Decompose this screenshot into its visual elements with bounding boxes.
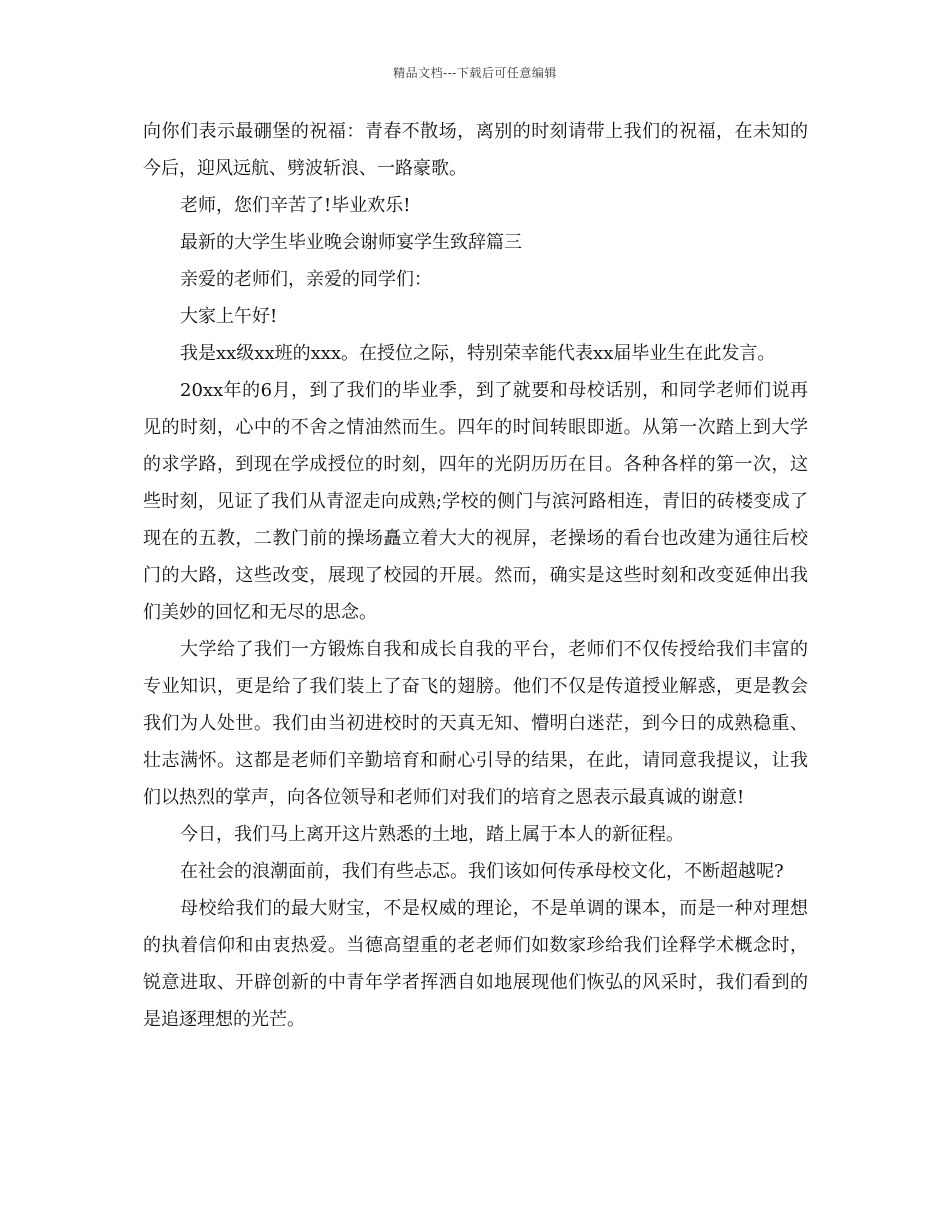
greeting: 大家上午好! [180, 306, 278, 327]
section-title: 最新的大学生毕业晚会谢师宴学生致辞篇三 [180, 232, 522, 253]
document-body [143, 113, 808, 1038]
paragraph: 大学给了我们一方锻炼自我和成长自我的平台，老师们不仅传授给我们丰富的专业知识，更是给了我们装上了奋飞的翅膀。他们不仅是传道授业解惑，更是教会我们为人处世。我们由当初进校时的天真无知、懵明白迷茫，到今日的成熟稳重、壮志满怀。这都是老师们辛勤培育和耐心引导的结果，在此，请同意我提议，让我们以热烈的掌声，向各位领导和老师们对我们的培育之恩表示最真诚的谢意! [143, 639, 808, 808]
greeting: 亲爱的老师们，亲爱的同学们： [180, 269, 432, 290]
paragraph: 我是xx级xx班的xxx。在授位之际，特别荣幸能代表xx届毕业生在此发言。 [180, 343, 776, 364]
paragraph: 20xx年的6月，到了我们的毕业季，到了就要和母校话别，和同学老师们说再见的时刻，心中的不舍之情油然而生。四年的时间转眼即逝。从第一次踏上到大学的求学路，到现在学成授位的时刻，四年的光阴历历在目。各种各样的第一次，这些时刻，见证了我们从青涩走向成熟;学校的侧门与滨河路相连，青旧的砖楼变成了现在的五教，二教门前的操场矗立着大大的视屏，老操场的看台也改建为通往后校门的大路，这些改变，展现了校园的开展。然而，确实是这些时刻和改变延伸出我们美妙的回忆和无尽的思念。 [143, 380, 808, 623]
paragraph: 老师，您们辛苦了!毕业欢乐! [180, 195, 411, 216]
paragraph: 在社会的浪潮面前，我们有些忐忑。我们该如何传承母校文化，不断超越呢? [180, 861, 784, 882]
paragraph: 向你们表示最硼堡的祝福：青春不散场，离别的时刻请带上我们的祝福，在未知的今后，迎风远航、劈波斩浪、一路豪歌。 [143, 121, 808, 179]
page-header: 精品文档---下载后可任意编辑 [393, 66, 557, 80]
paragraph: 母校给我们的最大财宝，不是权威的理论，不是单调的课本，而是一种对理想的执着信仰和由衷热爱。当德高望重的老老师们如数家珍给我们诠释学术概念时，锐意进取、开辟创新的中青年学者挥洒自如地展现他们恢弘的风采时，我们看到的是追逐理想的光芒。 [143, 898, 808, 1030]
paragraph: 今日，我们马上离开这片熟悉的土地，踏上属于本人的新征程。 [180, 824, 684, 845]
